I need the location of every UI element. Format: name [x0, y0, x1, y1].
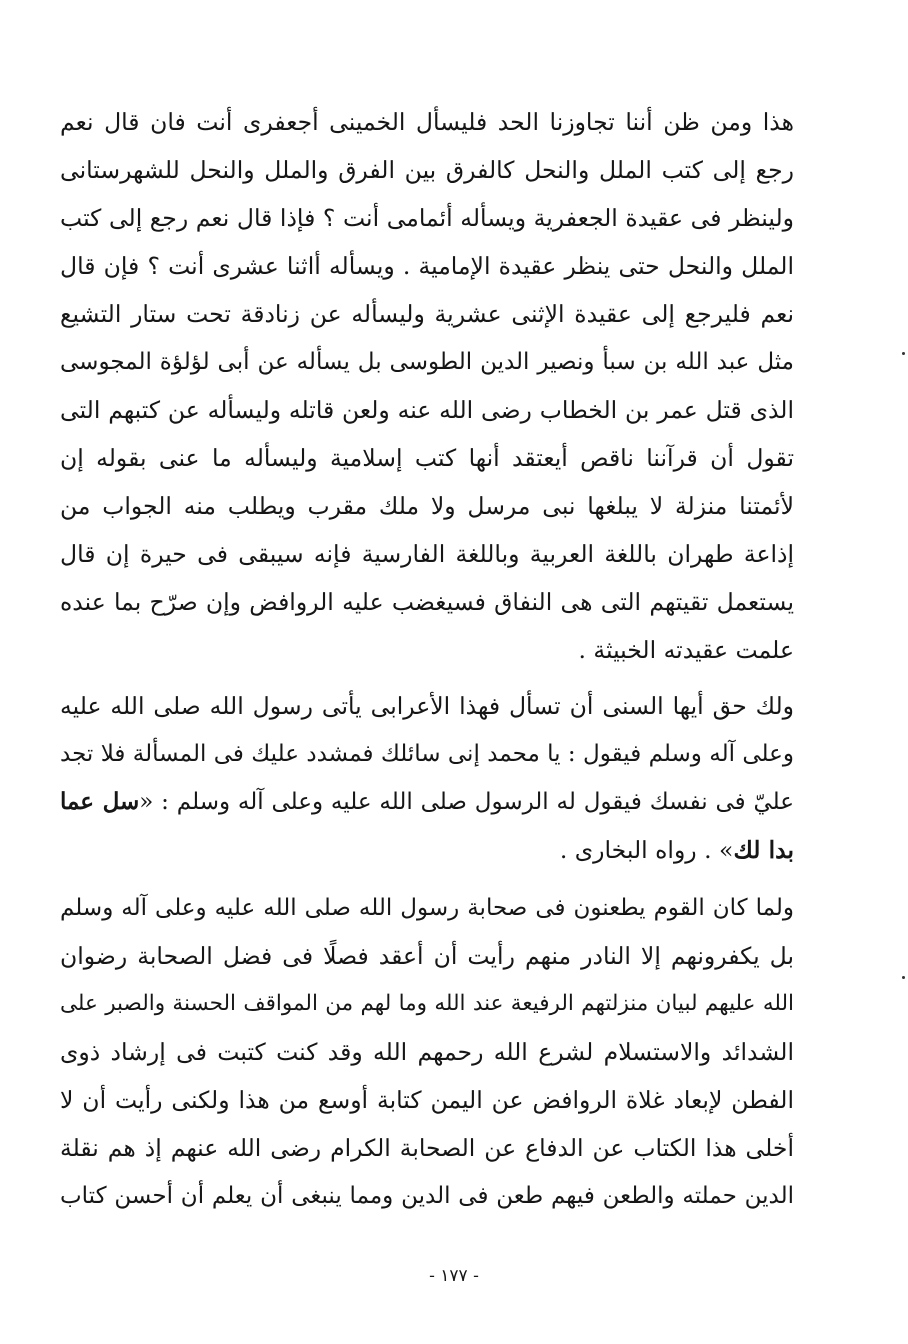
text-line: علمت عقيدته الخبيثة . [578, 636, 794, 664]
text-line: هذا ومن ظن أننا تجاوزنا الحد فليسأل الخمينى أجعفرى أنت فان قال نعم [60, 108, 794, 136]
scan-speck [902, 976, 905, 979]
paragraph-3 [60, 884, 794, 1220]
page-number: - ١٧٧ - [429, 1266, 479, 1286]
text-line-with-quote [60, 778, 794, 826]
text-line: ولينظر فى عقيدة الجعفرية ويسأله أئمامى أنت ؟ فإذا قال نعم رجع إلى كتب [60, 204, 794, 232]
text-line: الدين حملته والطعن فيهم طعن فى الدين ومما ينبغى أن يعلم أن أحسن كتاب [60, 1183, 794, 1209]
text-line: رجع إلى كتب الملل والنحل كالفرق بين الفرق والملل والنحل للشهرستانى [60, 156, 794, 184]
text-line: يستعمل تقيتهم التى هى النفاق فسيغضب عليه الروافض وإن صرّح بما عنده [60, 588, 794, 616]
paragraph-1 [60, 98, 794, 674]
text-line-with-quote [60, 826, 794, 874]
text-line: ولك حق أيها السنى أن تسأل فهذا الأعرابى يأتى رسول الله صلى الله عليه [60, 692, 794, 720]
text-line: الله عليهم لبيان منزلتهم الرفيعة عند الله وما لهم من المواقف الحسنة والصبر على [60, 991, 794, 1016]
text-segment: عليّ فى نفسك فيقول له الرسول صلى الله عليه وعلى آله وسلم : « [139, 789, 794, 815]
text-line: الفطن لإبعاد غلاة الروافض عن اليمن كتابة أوسع من هذا ولكنى رأيت أن لا [60, 1086, 794, 1114]
text-line: ولما كان القوم يطعنون فى صحابة رسول الله صلى الله عليه وعلى آله وسلم [60, 895, 794, 921]
text-segment: » . رواه البخارى . [559, 836, 734, 864]
text-line: بل يكفرونهم إلا النادر منهم رأيت أن أعقد فصلًا فى فضل الصحابة رضوان [60, 942, 794, 970]
hadith-quote-bold: سل عما [60, 788, 140, 815]
text-line: الملل والنحل حتى ينظر عقيدة الإمامية . ويسأله أاثنا عشرى أنت ؟ فإن قال [60, 252, 794, 280]
text-line: أخلى هذا الكتاب عن الدفاع عن الصحابة الكرام رضى الله عنهم إذ هم نقلة [60, 1134, 794, 1162]
text-line: نعم فليرجع إلى عقيدة الإثنى عشرية وليسأله عن زنادقة تحت ستار التشيع [60, 300, 794, 328]
text-line: لأئمتنا منزلة لا يبلغها نبى مرسل ولا ملك مقرب ويطلب منه الجواب من [60, 492, 794, 520]
paragraph-2 [60, 682, 794, 874]
text-line: وعلى آله وسلم فيقول : يا محمد إنى سائلك فمشدد عليك فى المسألة فلا تجد [60, 741, 794, 767]
scan-speck [902, 352, 905, 355]
text-line: الذى قتل عمر بن الخطاب رضى الله عنه ولعن قاتله وليسأله عن كتبهم التى [60, 396, 794, 424]
text-line: الشدائد والاستسلام لشرع الله رحمهم الله وقد كنت كتبت فى إرشاد ذوى [60, 1038, 794, 1066]
text-line: تقول أن قرآننا ناقص أيعتقد أنها كتب إسلامية وليسأله ما عنى بقوله إن [60, 444, 794, 472]
hadith-quote-bold: بدا لك [733, 836, 794, 864]
text-line: إذاعة طهران باللغة العربية وباللغة الفارسية فإنه سيبقى فى حيرة إن قال [60, 540, 794, 568]
text-line: مثل عبد الله بن سبأ ونصير الدين الطوسى بل يسأله عن أبى لؤلؤة المجوسى [60, 349, 794, 375]
